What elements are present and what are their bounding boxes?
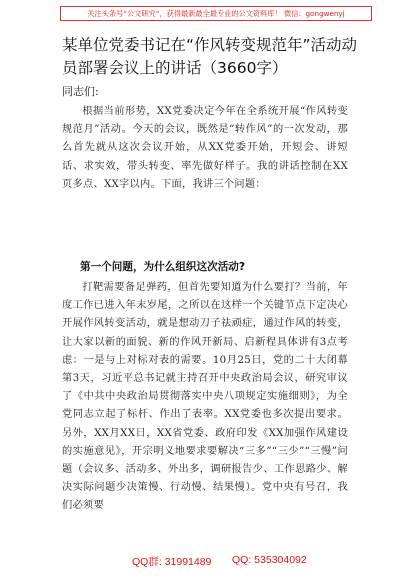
qq-group-number: QQ群: 31991489 — [132, 556, 212, 568]
salutation: 同志们: — [62, 85, 99, 98]
paragraph-reasons: 打靶需要备足弹药，但首先要知道为什么要打？当前，年度工作已进入年末岁尾，之所以在这样一个关键节点下定决心开展作风转变活动，就是想动刀子祛顽症，通过作风的转变，让大家以新的面貌、新的作风开新局、启新程具体讲有3点考虑：一是与上对标对表的需要。10月25日，党的二十大闭幕第3天，习近平总书记就主持召开中央政治局会议，研究审议了《中共中央政治局贯彻落实中央八项规定实施细则》，为全党同志立起了标杆、作出了表率。XX党委也多次提出要求。另外，XX月XX日，XX省党委、政府印发《XX加强作风建设的实施意见》，开宗明义地要求要解决“三多”“三少”“三慢”问题（会议多、活动多、外出多，调研报告少、工作思路少、解决实际问题少决策慢、行动慢、结果慢）。党中央有号召，我们必须要 — [62, 282, 348, 512]
paragraph-intro: 根据当前形势，XX党委决定今年在全系统开展“作风转变规范月”活动。今天的会议，既然是“转作风”的一次发动，那么首先就从这次会议开始，从XX党委开始，开短会、讲短话、求实效，带头转变、率先做好样子。我的讲话控制在XX页多点、XX字以内。下面，我讲三个问题： — [62, 106, 348, 190]
qq-number: QQ: 535304092 — [232, 554, 307, 566]
footer-contact — [0, 554, 408, 572]
section-heading: 第一个问题，为什么组织这次活动? — [80, 261, 246, 273]
document-title: 某单位党委书记在“作风转变规范年”活动动员部署会议上的讲话（3660字） — [62, 36, 358, 77]
top-banner: 关注头条号“公文研究”，获得最新最全最专业的公文资料库！ 微信：gongwenyj — [60, 6, 372, 21]
